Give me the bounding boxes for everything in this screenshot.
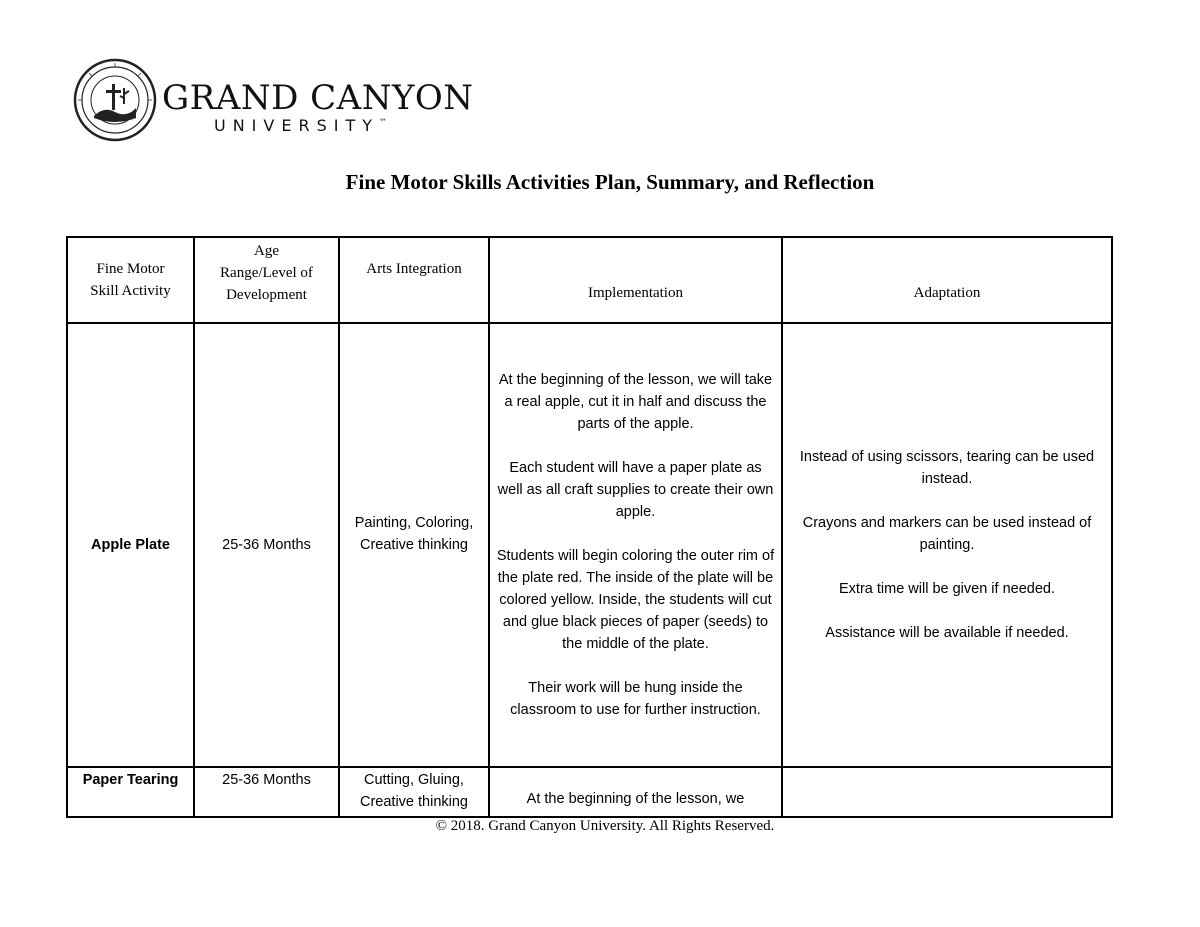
table-row <box>67 767 1112 817</box>
arts-cell: Painting, Coloring, Creative thinking <box>339 323 489 767</box>
university-seal-icon <box>72 58 158 142</box>
table-row <box>67 323 1112 767</box>
adaptation-paragraph: Instead of using scissors, tearing can be used instead. <box>799 449 1095 487</box>
header-arts: Arts Integration <box>339 237 489 323</box>
implementation-paragraph: Students will begin coloring the outer rim of the plate red. The inside of the plate will be colored yellow. Inside, the students will cut and glue black pieces of paper (seeds) to the middle of the plate. <box>496 548 775 652</box>
age-cell: 25-36 Months <box>194 323 339 767</box>
university-logo <box>72 58 474 142</box>
activity-cell: Apple Plate <box>67 323 194 767</box>
adaptation-paragraph: Extra time will be given if needed. <box>839 581 1055 597</box>
implementation-cell <box>489 323 782 767</box>
adaptation-cell <box>782 323 1112 767</box>
header-age: Age Range/Level of Development <box>194 237 339 323</box>
activity-cell: Paper Tearing <box>67 767 194 817</box>
adaptation-paragraph: Crayons and markers can be used instead of painting. <box>802 515 1092 553</box>
brand-name: GRAND CANYON <box>162 78 474 118</box>
header-activity: Fine Motor Skill Activity <box>67 237 194 323</box>
adaptation-paragraph: Assistance will be available if needed. <box>825 625 1069 641</box>
table-header-row <box>67 237 1112 323</box>
arts-cell: Cutting, Gluing, Creative thinking <box>339 767 489 817</box>
brand-subname: UNIVERSITY™ <box>214 116 387 135</box>
header-adaptation: Adaptation <box>782 237 1112 323</box>
adaptation-cell <box>782 767 1112 817</box>
implementation-paragraph: At the beginning of the lesson, we will take a real apple, cut it in half and discuss the parts of the apple. <box>498 372 773 432</box>
header-implementation: Implementation <box>489 237 782 323</box>
implementation-paragraph: Their work will be hung inside the classroom to use for further instruction. <box>510 680 761 718</box>
activities-table <box>66 236 1113 818</box>
implementation-cell: At the beginning of the lesson, we <box>489 767 782 817</box>
copyright-footer: © 2018. Grand Canyon University. All Rights Reserved. <box>435 818 775 834</box>
implementation-paragraph: Each student will have a paper plate as well as all craft supplies to create their own apple. <box>497 460 774 520</box>
age-cell: 25-36 Months <box>194 767 339 817</box>
document-title: Fine Motor Skills Activities Plan, Summary, and Reflection <box>345 170 875 194</box>
